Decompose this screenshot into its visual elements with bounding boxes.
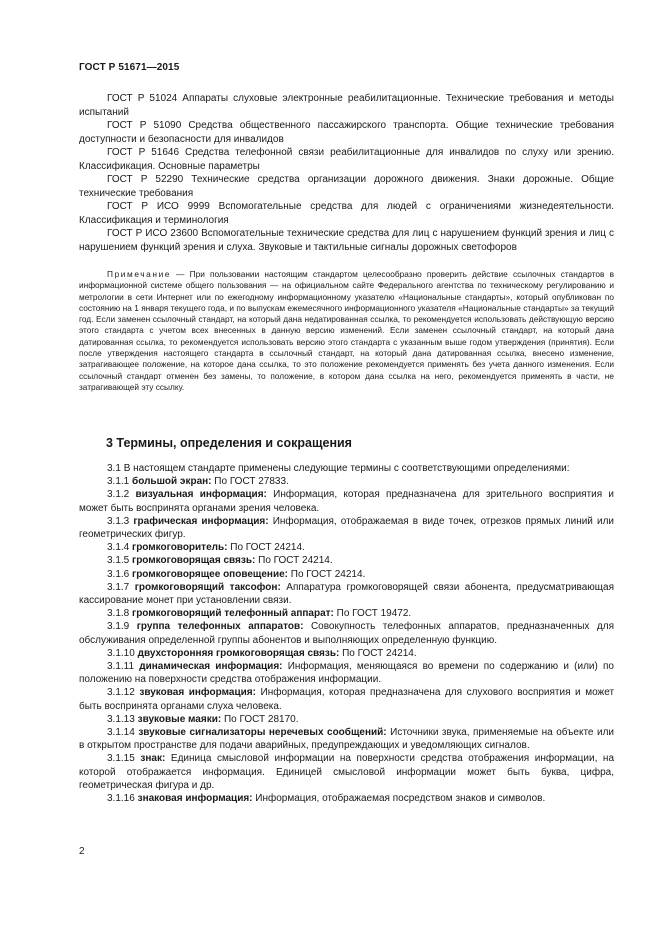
term-entry: [79, 660, 614, 686]
term-definition: Единица смысловой информации на поверхности средства отображения информации, на которой отображается информация. Единицей смысловой информации может быть буква, цифра, геометрическая фигура и др.: [79, 753, 615, 791]
term-name: визуальная информация:: [135, 489, 267, 501]
term-entry: [79, 568, 614, 581]
term-number: 3.1.5: [107, 555, 130, 567]
term-name: громкоговорящий телефонный аппарат:: [132, 608, 334, 620]
term-definition: Информация, меняющаяся во времени по содержанию и (или) по положению на поверхности средства отображения информации.: [79, 661, 614, 686]
term-name: громкоговорящее оповещение:: [132, 568, 288, 580]
term-name: звуковые сигнализаторы неречевых сообщений:: [138, 727, 387, 739]
term-entry: [79, 620, 614, 646]
term-name: знаковая информация:: [137, 793, 253, 805]
document-header: ГОСТ Р 51671—2015: [79, 62, 180, 73]
term-name: динамическая информация:: [139, 661, 283, 673]
term-entry: [79, 488, 614, 514]
normative-references-list: [79, 92, 614, 254]
term-entry: [79, 607, 614, 620]
term-entry: [79, 554, 614, 567]
term-name: двухсторонняя громкоговорящая связь:: [137, 647, 340, 659]
term-number: 3.1.7: [107, 581, 130, 593]
term-definition: Информация, отображаемая в виде точек, отрезков прямых линий или геометрических фигур.: [79, 515, 614, 541]
term-number: 3.1.6: [107, 568, 130, 580]
term-number: 3.1.9: [107, 621, 130, 633]
term-name: звуковая информация:: [139, 687, 256, 699]
term-definition: По ГОСТ 24214.: [230, 542, 305, 554]
term-number: 3.1.4: [107, 542, 130, 554]
term-definition: По ГОСТ 24214.: [342, 647, 417, 659]
note-block: [79, 269, 614, 393]
term-name: большой экран:: [132, 476, 212, 488]
term-definition: Аппаратура громкоговорящей связи абонента, предусматривающая кассирование монет при установлении связи.: [79, 581, 614, 607]
term-definition: По ГОСТ 28170.: [223, 713, 299, 725]
term-definition: По ГОСТ 27833.: [214, 476, 289, 488]
reference-item: ГОСТ Р ИСО 9999 Вспомогательные средства для людей с ограничениями жизнедеятельности. Классификация и терминология: [79, 201, 614, 226]
term-name: знак:: [140, 753, 166, 765]
term-number: 3.1.13: [107, 713, 135, 725]
term-definition: Информация, которая предназначена для слухового восприятия и может быть воспринята органами слуха человека.: [79, 687, 615, 712]
term-entry: [79, 752, 614, 792]
term-entry: [79, 581, 614, 607]
term-entry: [79, 686, 614, 712]
term-entry: [79, 713, 614, 726]
term-number: 3.1.2: [107, 489, 130, 501]
term-definition: Информация, которая предназначена для зрительного восприятия и может быть воспринята органами зрения человека.: [79, 489, 614, 514]
term-number: 3.1.12: [107, 687, 135, 699]
term-definition: По ГОСТ 19472.: [336, 608, 412, 620]
page-number: 2: [79, 846, 85, 857]
term-number: 3.1.14: [107, 727, 135, 739]
reference-item: ГОСТ Р ИСО 23600 Вспомогательные технические средства для лиц с нарушением функций зрения и лиц с нарушением функций зрения и слуха. Звуковые и тактильные сигналы дорожных светофоров: [79, 228, 614, 253]
term-name: графическая информация:: [133, 515, 269, 527]
term-entry: [79, 792, 614, 805]
term-number: 3.1: [107, 463, 121, 474]
term-number: 3.1.1: [107, 476, 130, 488]
term-name: громкоговоритель:: [132, 542, 228, 554]
reference-item: ГОСТ Р 51646 Средства телефонной связи реабилитационные для инвалидов по слуху или зрению. Классификация. Основные параметры: [79, 147, 614, 172]
term-name: звуковые маяки:: [137, 713, 222, 725]
term-definition: По ГОСТ 24214.: [258, 555, 333, 567]
term-definition: Источники звука, применяемые на объекте или в открытом пространстве для подачи аварийных, предупреждающих и уведомляющих сигналов.: [79, 727, 614, 752]
reference-item: ГОСТ Р 52290 Технические средства организации дорожного движения. Знаки дорожные. Общие технические требования: [79, 174, 614, 199]
term-name: группа телефонных аппаратов:: [136, 621, 304, 633]
term-number: 3.1.3: [107, 515, 130, 527]
reference-item: ГОСТ Р 51024 Аппараты слуховые электронные реабилитационные. Технические требования и методы испытаний: [79, 93, 614, 118]
term-entry: [79, 515, 614, 541]
term-definition: Информация, отображаемая посредством знаков и символов.: [255, 793, 546, 805]
term-name: громкоговорящий таксофон:: [134, 581, 281, 593]
term-definition: По ГОСТ 24214.: [290, 568, 366, 580]
term-number: 3.1.16: [107, 793, 135, 805]
term-definition: В настоящем стандарте применены следующие термины с соответствующими определениями:: [123, 463, 570, 474]
term-number: 3.1.11: [107, 661, 135, 673]
term-entry: [79, 726, 614, 752]
term-entry: [79, 541, 614, 554]
term-name: громкоговорящая связь:: [132, 555, 256, 567]
term-entry: [79, 647, 614, 660]
terms-list: [79, 462, 614, 805]
term-number: 3.1.10: [107, 647, 135, 659]
term-entry: [79, 462, 614, 475]
note-label: Примечание: [107, 269, 172, 279]
note-text: — При пользовании настоящим стандартом целесообразно проверить действие ссылочных стандартов в информационной системе общего пользования — на официальном сайте Федерального агентства по техническому регулированию и метрологии в сети Интернет или по ежегодному информационному указателю «Национальные стандарты», который опубликован по состоянию на 1 января текущего года, и по выпускам ежемесячного информационного указателя «Национальные стандарты» за текущий год. Если заменен ссылочный стандарт, на который дана недатированная ссылка, то рекомендуется использовать действующую версию этого стандарта с учетом всех внесенных в данную версию изменений. Если заменен ссылочный стандарт, на который дана датированная ссылка, то рекомендуется использовать версию этого стандарта с указанным выше годом утверждения (принятия). Если после утверждения настоящего стандарта в ссылочный стандарт, на который дана датированная ссылка, внесено изменение, затрагивающее положение, на которое дана ссылка, то это положение рекомендуется применять без учета данного изменения. Если ссылочный стандарт отменен без замены, то положение, в котором дана ссылка на него, рекомендуется применять в части, не затрагивающей эту ссылку.: [79, 269, 614, 392]
term-number: 3.1.15: [107, 753, 135, 765]
term-number: 3.1.8: [107, 608, 130, 620]
term-entry: [79, 475, 614, 488]
term-definition: Совокупность телефонных аппаратов, предназначенных для обслуживания определенной группы абонентов и выполняющих определенную функцию.: [79, 621, 614, 646]
reference-item: ГОСТ Р 51090 Средства общественного пассажирского транспорта. Общие технические требования доступности и безопасности для инвалидов: [79, 120, 614, 145]
section-heading: 3 Термины, определения и сокращения: [106, 436, 352, 450]
